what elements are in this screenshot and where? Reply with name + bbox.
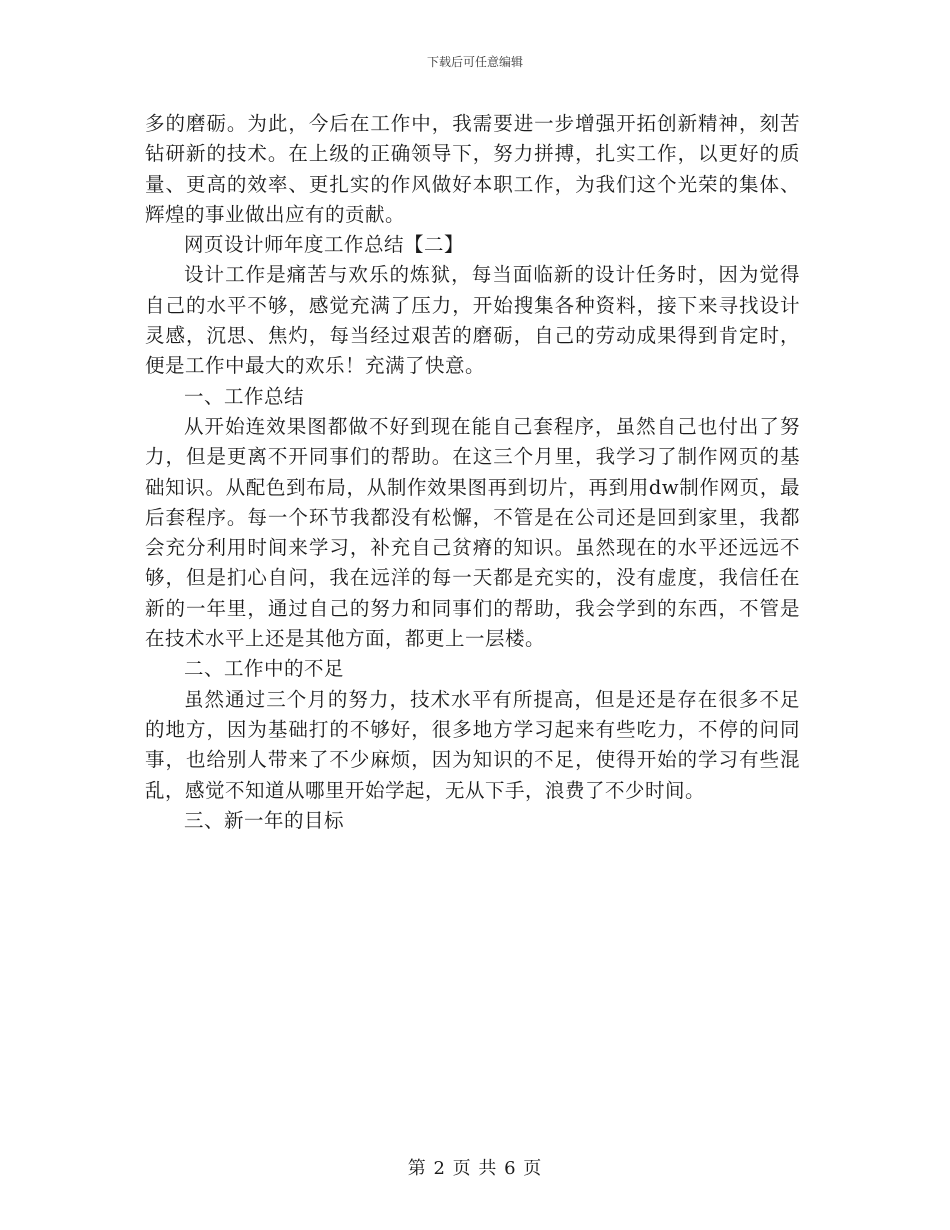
section-title: 网页设计师年度工作总结【二】 xyxy=(184,233,465,257)
header-note: 下载后可任意编辑 xyxy=(426,55,523,69)
heading-work-summary: 一、工作总结 xyxy=(184,384,305,408)
heading-new-year-goals: 三、新一年的目标 xyxy=(184,808,345,832)
paragraph-continuation: 多的磨砺。为此，今后在工作中，我需要进一步增强开拓创新精神，刻苦钻研新的技术。在上级的正确领导下，努力拼搏，扎实工作，以更好的质量、更高的效率、更扎实的作风做好本职工作，为我们这个光荣的集体、辉煌的事业做出应有的贡献。 xyxy=(145,112,800,226)
document-body xyxy=(145,109,800,836)
paragraph-shortcomings: 虽然通过三个月的努力，技术水平有所提高，但是还是存在很多不足的地方，因为基础打的不够好，很多地方学习起来有些吃力，不停的问同事，也给别人带来了不少麻烦，因为知识的不足，使得开始的学习有些混乱，感觉不知道从哪里开始学起，无从下手，浪费了不少时间。 xyxy=(145,687,800,802)
paragraph-work-summary: 从开始连效果图都做不好到现在能自己套程序，虽然自己也付出了努力，但是更离不开同事们的帮助。在这三个月里，我学习了制作网页的基础知识。从配色到布局，从制作效果图再到切片，再到用dw制作网页，最后套程序。每一个环节我都没有松懈，不管是在公司还是回到家里，我都会充分利用时间来学习，补充自己贫瘠的知识。虽然现在的水平还远远不够，但是扪心自问，我在远洋的每一天都是充实的，没有虚度，我信任在新的一年里，通过自己的努力和同事们的帮助，我会学到的东西，不管是在技术水平上还是其他方面，都更上一层楼。 xyxy=(145,414,800,651)
paragraph-intro: 设计工作是痛苦与欢乐的炼狱，每当面临新的设计任务时，因为觉得自己的水平不够，感觉充满了压力，开始搜集各种资料，接下来寻找设计灵感，沉思、焦灼，每当经过艰苦的磨砺，自己的劳动成果得到肯定时，便是工作中最大的欢乐！充满了快意。 xyxy=(145,263,800,378)
page-number: 第 2 页 共 6 页 xyxy=(407,1158,543,1179)
heading-shortcomings: 二、工作中的不足 xyxy=(184,657,345,681)
